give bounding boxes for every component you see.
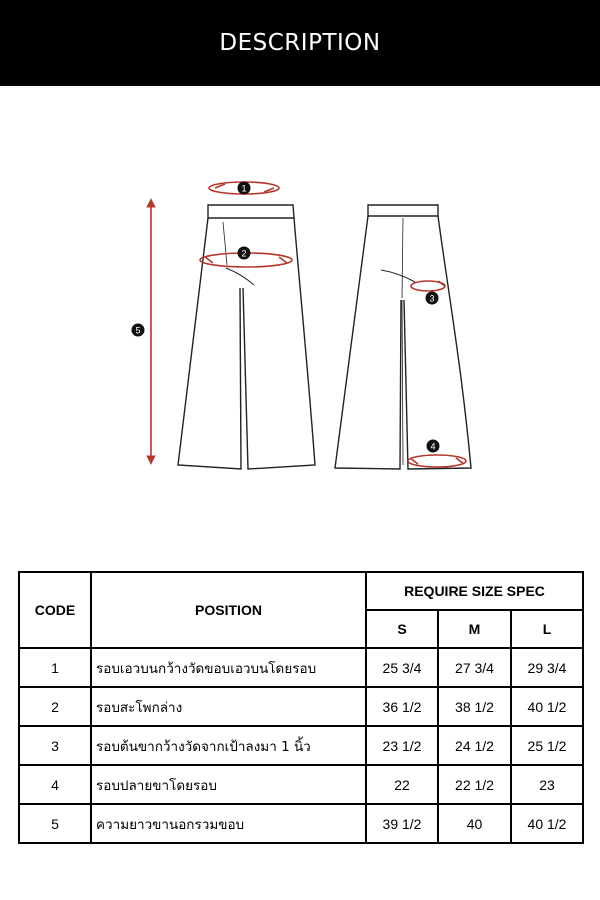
marker-2-label: 2	[241, 248, 247, 259]
table-row	[19, 726, 583, 765]
row-code: 4	[19, 765, 91, 804]
row-size-s: 39 1/2	[366, 804, 438, 843]
row-size-m: 40	[438, 804, 511, 843]
row-code: 2	[19, 687, 91, 726]
header-size-l: L	[511, 610, 583, 648]
marker-5-label: 5	[135, 325, 141, 336]
size-spec-table	[18, 571, 584, 844]
header-code: CODE	[19, 572, 91, 648]
row-size-l: 40 1/2	[511, 687, 583, 726]
row-position: รอบต้นขากว้างวัดจากเป้าลงมา 1 นิ้ว	[91, 726, 366, 765]
table-row	[19, 648, 583, 687]
row-code: 1	[19, 648, 91, 687]
table-row	[19, 804, 583, 843]
row-size-s: 22	[366, 765, 438, 804]
row-position: รอบเอวบนกว้างวัดขอบเอวบนโดยรอบ	[91, 648, 366, 687]
row-size-m: 24 1/2	[438, 726, 511, 765]
row-size-l: 29 3/4	[511, 648, 583, 687]
marker-4-label: 4	[430, 441, 436, 452]
table-row	[19, 687, 583, 726]
header-require-size-spec: REQUIRE SIZE SPEC	[366, 572, 583, 610]
thigh-measure-arrow	[411, 281, 445, 305]
row-code: 5	[19, 804, 91, 843]
row-size-l: 40 1/2	[511, 804, 583, 843]
row-position: ความยาวขานอกรวมขอบ	[91, 804, 366, 843]
row-size-m: 22 1/2	[438, 765, 511, 804]
row-size-s: 36 1/2	[366, 687, 438, 726]
marker-1-label: 1	[241, 183, 247, 194]
header-size-m: M	[438, 610, 511, 648]
row-size-m: 38 1/2	[438, 687, 511, 726]
row-code: 3	[19, 726, 91, 765]
row-size-l: 23	[511, 765, 583, 804]
length-measure-arrow	[132, 200, 152, 463]
row-position: รอบปลายขาโดยรอบ	[91, 765, 366, 804]
page-title: DESCRIPTION	[219, 30, 381, 56]
front-pants-drawing	[178, 205, 315, 469]
row-size-m: 27 3/4	[438, 648, 511, 687]
marker-3-label: 3	[429, 293, 435, 304]
hem-measure-arrow	[408, 440, 466, 468]
header-position: POSITION	[91, 572, 366, 648]
header-size-s: S	[366, 610, 438, 648]
row-position: รอบสะโพกล่าง	[91, 687, 366, 726]
pants-diagram	[0, 86, 600, 556]
row-size-s: 23 1/2	[366, 726, 438, 765]
waist-measure-arrow	[209, 182, 279, 195]
back-pants-drawing	[335, 205, 471, 469]
hip-measure-arrow	[200, 247, 292, 268]
row-size-s: 25 3/4	[366, 648, 438, 687]
header-bar	[0, 0, 600, 86]
table-row	[19, 765, 583, 804]
row-size-l: 25 1/2	[511, 726, 583, 765]
